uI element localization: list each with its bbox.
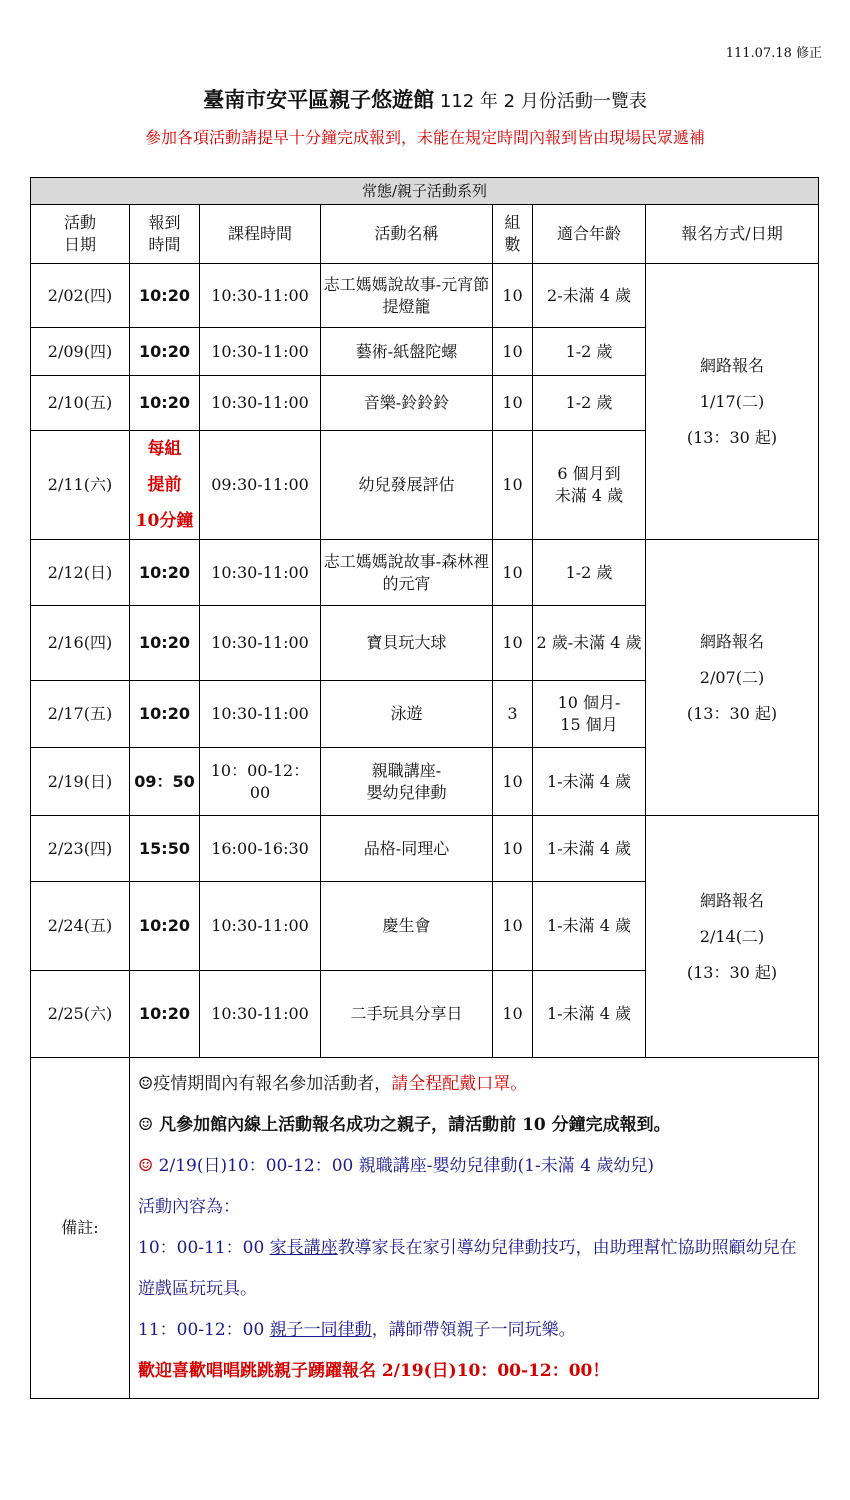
cell-course-time: 10:30-11:00 — [200, 540, 321, 606]
title-sub: 112 年 2 月份活動一覽表 — [434, 91, 647, 112]
cell-age: 10 個月- 15 個月 — [533, 681, 646, 748]
remark-line7: 歡迎喜歡唱唱跳跳親子踴躍報名 2/19(日)10：00-12：00！ — [138, 1361, 610, 1381]
signup-method: 網路報名 — [700, 355, 765, 375]
remark-line5-desc: 教導家長在家引導幼兒律動技巧，由助理幫忙協助照顧幼兒在遊戲區玩玩具。 — [138, 1238, 797, 1299]
header-age: 適合年齡 — [533, 205, 646, 264]
remark-line4: 活動內容為： — [138, 1197, 240, 1217]
cell-course-time: 10:30-11:00 — [200, 606, 321, 681]
cell-age: 2-未滿 4 歲 — [533, 264, 646, 328]
remark-mask: 請全程配戴口罩。 — [391, 1074, 528, 1094]
page-title — [0, 84, 850, 114]
cell-checkin: 15:50 — [130, 816, 200, 882]
header-checkin: 報到 時間 — [130, 205, 200, 264]
signup-time: (13：30 起) — [686, 962, 778, 982]
cell-groups: 10 — [493, 376, 533, 431]
cell-age: 1-未滿 4 歲 — [533, 882, 646, 971]
revision-date: 111.07.18 修正 — [725, 46, 822, 61]
cell-date: 2/24(五) — [31, 882, 130, 971]
cell-activity-name: 音樂-鈴鈴鈴 — [321, 376, 493, 431]
cell-checkin: 10:20 — [130, 606, 200, 681]
cell-activity-name: 志工媽媽說故事-森林裡的元宵 — [321, 540, 493, 606]
signup-method: 網路報名 — [700, 631, 765, 651]
cell-course-time: 10:30-11:00 — [200, 681, 321, 748]
cell-checkin: 每組 提前 10分鐘 — [130, 431, 200, 540]
activity-table — [30, 177, 819, 1399]
cell-groups: 10 — [493, 816, 533, 882]
signup-date: 2/14(二) — [699, 926, 765, 946]
cell-course-time: 10:30-11:00 — [200, 264, 321, 328]
table-row — [31, 540, 819, 606]
remark-line3: 2/19(日)10：00-12：00 親職講座-嬰幼兒律動(1-未滿 4 歲幼兒) — [153, 1156, 654, 1176]
cell-checkin: 10:20 — [130, 971, 200, 1058]
cell-checkin: 10:20 — [130, 264, 200, 328]
cell-date: 2/25(六) — [31, 971, 130, 1058]
cell-date: 2/02(四) — [31, 264, 130, 328]
remark-line2: ☺ 凡參加館內線上活動報名成功之親子，請活動前 10 分鐘完成報到。 — [138, 1115, 671, 1135]
header-signup: 報名方式/日期 — [646, 205, 819, 264]
cell-course-time: 16:00-16:30 — [200, 816, 321, 882]
cell-checkin: 10:20 — [130, 882, 200, 971]
cell-date: 2/10(五) — [31, 376, 130, 431]
cell-course-time: 10:30-11:00 — [200, 882, 321, 971]
header-course-time: 課程時間 — [200, 205, 321, 264]
cell-activity-name: 幼兒發展評估 — [321, 431, 493, 540]
section-title: 常態/親子活動系列 — [31, 178, 819, 205]
cell-groups: 10 — [493, 328, 533, 376]
cell-activity-name: 慶生會 — [321, 882, 493, 971]
cell-date: 2/23(四) — [31, 816, 130, 882]
cell-checkin: 09：50 — [130, 748, 200, 816]
remark-line6-time: 11：00-12：00 — [138, 1320, 270, 1340]
cell-checkin: 10:20 — [130, 681, 200, 748]
cell-groups: 10 — [493, 748, 533, 816]
header-date: 活動 日期 — [31, 205, 130, 264]
signup-method: 網路報名 — [700, 890, 765, 910]
cell-course-time: 10:30-11:00 — [200, 971, 321, 1058]
cell-groups: 10 — [493, 882, 533, 971]
cell-date: 2/09(四) — [31, 328, 130, 376]
remark-line1: ☺疫情期間內有報名參加活動者， — [138, 1074, 392, 1094]
header-activity: 活動名稱 — [321, 205, 493, 264]
table-row — [31, 816, 819, 882]
cell-age: 1-未滿 4 歲 — [533, 971, 646, 1058]
cell-date: 2/11(六) — [31, 431, 130, 540]
cell-activity-name: 二手玩具分享日 — [321, 971, 493, 1058]
cell-course-time: 10：00-12：00 — [200, 748, 321, 816]
signup-time: (13：30 起) — [686, 427, 778, 447]
remarks-label: 備註: — [31, 1058, 130, 1399]
cell-checkin: 10:20 — [130, 540, 200, 606]
cell-course-time: 10:30-11:00 — [200, 376, 321, 431]
cell-age: 6 個月到 未滿 4 歲 — [533, 431, 646, 540]
cell-signup — [646, 540, 819, 816]
cell-date: 2/17(五) — [31, 681, 130, 748]
cell-groups: 10 — [493, 606, 533, 681]
cell-groups: 10 — [493, 264, 533, 328]
header-groups: 組 數 — [493, 205, 533, 264]
remark-line5-time: 10：00-11：00 — [138, 1238, 270, 1258]
cell-date: 2/12(日) — [31, 540, 130, 606]
cell-groups: 3 — [493, 681, 533, 748]
cell-checkin: 10:20 — [130, 376, 200, 431]
remark-line6-desc: ，講師帶領親子一同玩樂。 — [371, 1320, 576, 1340]
cell-age: 1-未滿 4 歲 — [533, 748, 646, 816]
signup-date: 1/17(二) — [699, 391, 765, 411]
cell-groups: 10 — [493, 540, 533, 606]
remark-line6-topic: 親子一同律動 — [269, 1320, 372, 1340]
cell-activity-name: 藝術-紙盤陀螺 — [321, 328, 493, 376]
cell-checkin: 10:20 — [130, 328, 200, 376]
cell-age: 1-未滿 4 歲 — [533, 816, 646, 882]
smiley-icon: ☺ — [138, 1156, 154, 1176]
cell-activity-name: 品格-同理心 — [321, 816, 493, 882]
cell-activity-name: 泳遊 — [321, 681, 493, 748]
cell-activity-name: 志工媽媽說故事-元宵節提燈籠 — [321, 264, 493, 328]
remarks — [130, 1058, 819, 1399]
notice-text: 參加各項活動請提早十分鐘完成報到，未能在規定時間內報到皆由現場民眾遞補 — [144, 128, 705, 147]
cell-activity-name: 寶貝玩大球 — [321, 606, 493, 681]
remark-line5-topic: 家長講座 — [269, 1238, 338, 1258]
cell-signup — [646, 264, 819, 540]
title-main: 臺南市安平區親子悠遊館 — [203, 88, 435, 112]
cell-course-time: 10:30-11:00 — [200, 328, 321, 376]
cell-signup — [646, 816, 819, 1058]
cell-groups: 10 — [493, 971, 533, 1058]
table-row — [31, 264, 819, 328]
cell-groups: 10 — [493, 431, 533, 540]
signup-date: 2/07(二) — [699, 667, 765, 687]
cell-date: 2/16(四) — [31, 606, 130, 681]
cell-age: 1-2 歲 — [533, 376, 646, 431]
cell-activity-name: 親職講座- 嬰幼兒律動 — [321, 748, 493, 816]
cell-age: 1-2 歲 — [533, 328, 646, 376]
cell-age: 1-2 歲 — [533, 540, 646, 606]
signup-time: (13：30 起) — [686, 703, 778, 723]
cell-age: 2 歲-未滿 4 歲 — [533, 606, 646, 681]
cell-course-time: 09:30-11:00 — [200, 431, 321, 540]
cell-date: 2/19(日) — [31, 748, 130, 816]
